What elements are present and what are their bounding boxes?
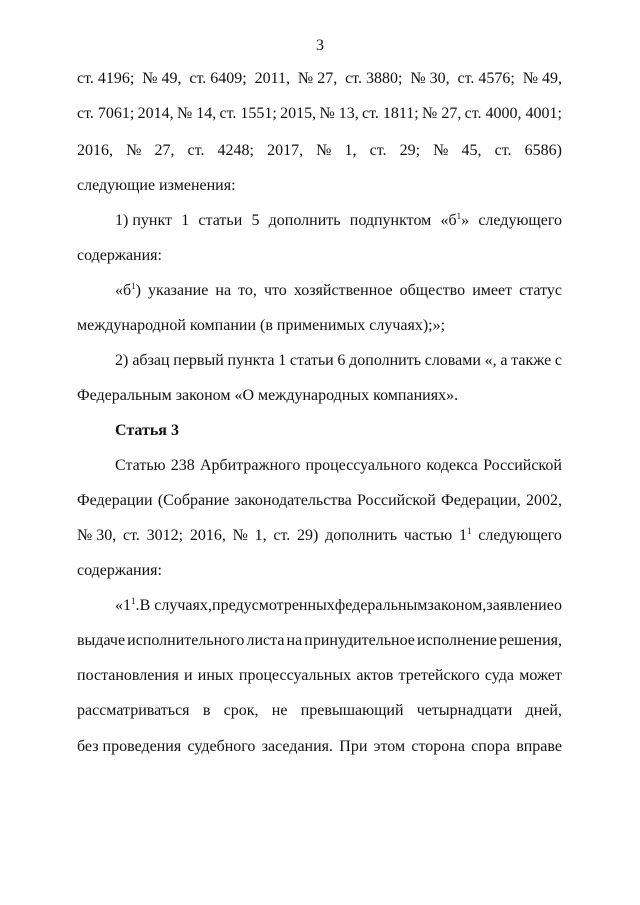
word: ст. bbox=[123, 527, 140, 544]
word: исполнение bbox=[417, 632, 497, 649]
word: первый bbox=[173, 352, 224, 369]
word: спора bbox=[471, 738, 510, 755]
word: 1 bbox=[181, 212, 190, 229]
punctuation: . bbox=[135, 597, 140, 614]
word: ст. 4576; bbox=[457, 70, 515, 87]
word: 45, bbox=[461, 142, 482, 159]
word: иных bbox=[197, 667, 234, 684]
word: срок, bbox=[223, 702, 259, 719]
word: «$б^1$) bbox=[115, 281, 141, 299]
text-line: международной компании (в применимых случаях);»; bbox=[77, 317, 446, 334]
word: о bbox=[553, 597, 562, 614]
word: следующего bbox=[478, 212, 562, 229]
text-line bbox=[115, 212, 562, 230]
superscript-number: 1 bbox=[456, 211, 462, 221]
word: имеет bbox=[472, 282, 513, 299]
word: 6586) bbox=[524, 142, 562, 159]
word: этом bbox=[373, 738, 406, 755]
word: 2014, bbox=[137, 105, 174, 122]
superscript-number: 1 bbox=[131, 596, 136, 606]
word: третейского bbox=[398, 667, 480, 684]
word: 1, bbox=[254, 527, 267, 544]
word: процессуального bbox=[305, 457, 422, 474]
word: «, bbox=[484, 352, 497, 369]
word: в bbox=[202, 702, 211, 719]
word: ст. 1811; bbox=[362, 105, 419, 122]
word: хозяйственное bbox=[293, 282, 393, 299]
word: законом, bbox=[427, 597, 487, 614]
word: Федерации, bbox=[441, 492, 521, 509]
word: судебного bbox=[187, 738, 256, 755]
punctuation: ) bbox=[135, 282, 141, 299]
word: превышающий bbox=[300, 702, 404, 719]
punctuation: » bbox=[461, 212, 470, 229]
word: статус bbox=[519, 282, 562, 299]
word: а bbox=[500, 352, 508, 369]
word: Федерации bbox=[77, 492, 153, 509]
word: № 30, bbox=[410, 70, 450, 87]
word: с bbox=[554, 352, 562, 369]
word: № 13, bbox=[319, 105, 359, 122]
word: 6 bbox=[337, 352, 346, 369]
text-line: Федеральным законом «О международных компаниях». bbox=[77, 387, 459, 404]
word: 4248; bbox=[217, 142, 254, 159]
word: 2016, bbox=[77, 142, 113, 159]
word: указание bbox=[148, 282, 209, 299]
word: дней, bbox=[525, 702, 562, 719]
word: дополнить bbox=[268, 212, 341, 229]
word: ст. 4196; bbox=[77, 70, 135, 87]
word: Статью bbox=[115, 457, 166, 474]
word: федеральным bbox=[334, 597, 428, 614]
word: не bbox=[271, 702, 288, 719]
word: 5 bbox=[251, 212, 260, 229]
word: № bbox=[433, 142, 449, 159]
word: ст. bbox=[187, 142, 205, 159]
text-line bbox=[77, 632, 562, 650]
word: следующего bbox=[478, 527, 562, 544]
word: исполнительного bbox=[127, 632, 245, 649]
word: заседания. bbox=[261, 738, 334, 755]
word: что bbox=[263, 282, 287, 299]
page-number: 3 bbox=[316, 37, 324, 54]
word: статьи bbox=[289, 352, 334, 369]
word: № 30, bbox=[77, 527, 117, 544]
word: принудительное bbox=[304, 632, 415, 649]
word: № 27, bbox=[422, 105, 462, 122]
word: актов bbox=[356, 667, 394, 684]
word: $1^1$ bbox=[458, 526, 472, 544]
word: 2002, bbox=[525, 492, 562, 509]
word: и bbox=[184, 667, 193, 684]
word: подпунктом bbox=[349, 212, 432, 229]
superscript-number: 1 bbox=[466, 526, 472, 536]
text-line bbox=[115, 282, 562, 300]
word: вправе bbox=[516, 738, 562, 755]
word: процессуальных bbox=[238, 667, 352, 684]
word: дополнить bbox=[325, 527, 397, 544]
word: ст. bbox=[273, 527, 291, 544]
word: предусмотренных bbox=[212, 597, 335, 614]
word: словами bbox=[424, 352, 481, 369]
word: постановления bbox=[77, 667, 179, 684]
word: решения, bbox=[498, 632, 562, 649]
word: ст. 4000, 4001; bbox=[464, 105, 562, 122]
word: 238 bbox=[170, 457, 195, 474]
word: без проведения bbox=[77, 738, 182, 755]
word: ст. bbox=[369, 142, 387, 159]
word: может bbox=[519, 667, 562, 684]
word: 29; bbox=[399, 142, 421, 159]
word: 2016, bbox=[189, 527, 226, 544]
word: ст. bbox=[494, 142, 512, 159]
word: № 14, bbox=[176, 105, 217, 122]
text-line bbox=[77, 738, 562, 756]
text-line bbox=[77, 492, 562, 510]
text-line bbox=[77, 70, 562, 88]
word: Российской bbox=[483, 457, 562, 474]
word: При bbox=[339, 738, 368, 755]
text-line: содержания: bbox=[77, 247, 162, 264]
word: выдаче bbox=[77, 632, 126, 649]
word: четырнадцати bbox=[416, 702, 513, 719]
word: частью bbox=[403, 527, 453, 544]
text-line bbox=[115, 352, 562, 370]
word: ст. 7061; bbox=[77, 105, 135, 122]
text-line bbox=[115, 597, 562, 615]
word: Российской bbox=[357, 492, 436, 509]
text-line: следующие изменения: bbox=[77, 177, 236, 194]
text-line bbox=[77, 667, 562, 685]
word: № bbox=[126, 142, 142, 159]
word: № 27, bbox=[297, 70, 338, 87]
word: 1 bbox=[278, 352, 287, 369]
word: 2017, bbox=[267, 142, 304, 159]
word: дополнить bbox=[349, 352, 422, 369]
word: (Собрание bbox=[157, 492, 230, 509]
word: Арбитражного bbox=[199, 457, 301, 474]
word: 2) абзац bbox=[115, 352, 170, 369]
superscript-number: 1 bbox=[131, 281, 136, 291]
word: листа bbox=[246, 632, 285, 649]
word: 27, bbox=[154, 142, 175, 159]
word: заявление bbox=[486, 597, 554, 614]
word: ст. 1551; bbox=[219, 105, 277, 122]
word: кодекса bbox=[426, 457, 478, 474]
word: «$1^1$. bbox=[115, 596, 140, 614]
text-line bbox=[77, 527, 562, 545]
text-line bbox=[77, 142, 562, 160]
text-line bbox=[77, 702, 562, 720]
word: «$б^1$» bbox=[440, 211, 470, 229]
word: 1, bbox=[344, 142, 357, 159]
text-line bbox=[77, 105, 562, 123]
word: 3012; bbox=[146, 527, 184, 544]
word: статьи bbox=[198, 212, 243, 229]
word: общество bbox=[399, 282, 466, 299]
text-line: содержания: bbox=[77, 562, 162, 579]
word: ст. 3880; bbox=[345, 70, 403, 87]
word: то, bbox=[238, 282, 257, 299]
word: законодательства bbox=[234, 492, 352, 509]
word: ст. 6409; bbox=[189, 70, 247, 87]
word: 2011, bbox=[254, 70, 291, 87]
word: 2015, bbox=[280, 105, 317, 122]
word: 29) bbox=[297, 527, 319, 544]
word: пункта bbox=[227, 352, 275, 369]
text-line bbox=[115, 457, 562, 475]
word: также bbox=[511, 352, 552, 369]
word: на bbox=[215, 282, 232, 299]
word: № 49, bbox=[522, 70, 562, 87]
article-heading: Статья 3 bbox=[115, 422, 179, 439]
word: № bbox=[232, 527, 248, 544]
word: 1) пункт bbox=[115, 212, 173, 229]
word: № bbox=[316, 142, 332, 159]
word: суда bbox=[484, 667, 515, 684]
word: рассматриваться bbox=[77, 702, 190, 719]
word: В случаях, bbox=[139, 597, 212, 614]
word: № 49, bbox=[142, 70, 182, 87]
word: сторона bbox=[411, 738, 465, 755]
word: на bbox=[286, 632, 303, 649]
